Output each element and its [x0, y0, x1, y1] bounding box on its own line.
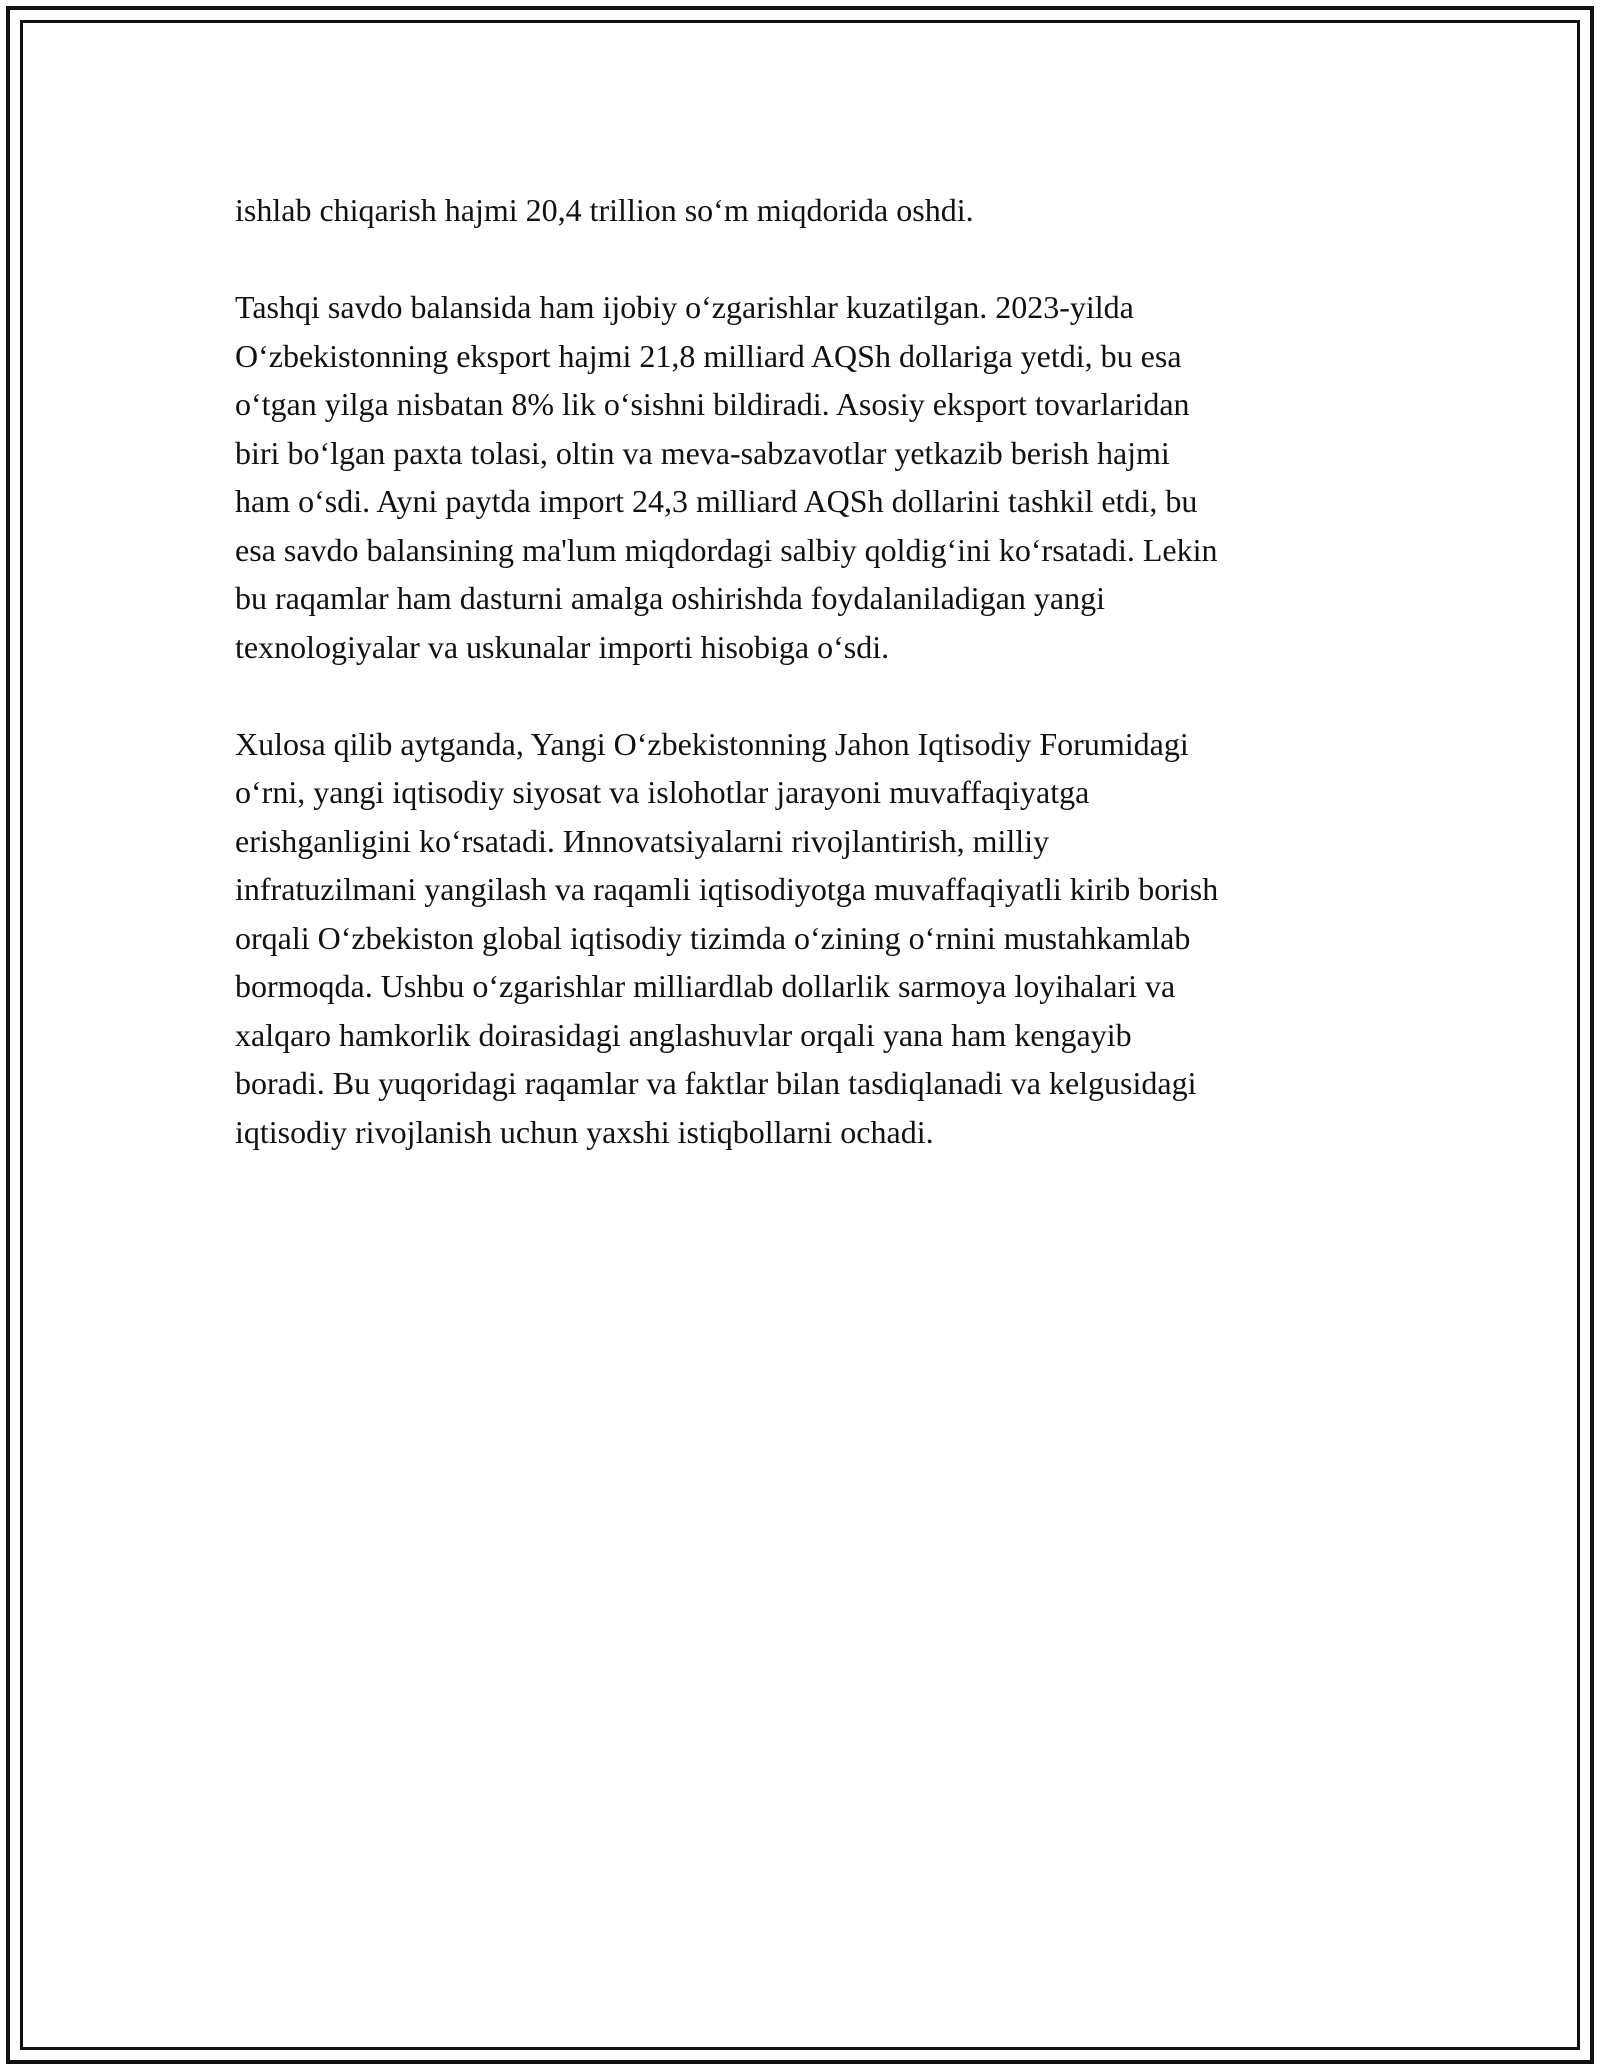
paragraph-3 — [235, 720, 1385, 1157]
text-line: Xulosa qilib aytganda, Yangi O‘zbekistonning Jahon Iqtisodiy Forumidagi — [235, 725, 1189, 762]
paragraph-1 — [235, 186, 1385, 235]
text-line: erishganligini ko‘rsatadi. Иnnovatsiyalarni rivojlantirish, milliy — [235, 822, 1050, 859]
text-line: biri bo‘lgan paxta tolasi, oltin va meva-sabzavotlar yetkazib berish hajmi — [235, 434, 1170, 471]
document-body — [235, 186, 1385, 1205]
text-line: O‘zbekistonning eksport hajmi 21,8 milliard AQSh dollariga yetdi, bu esa — [235, 337, 1182, 374]
text-line: boradi. Bu yuqoridagi raqamlar va faktlar bilan tasdiqlanadi va kelgusidagi — [235, 1065, 1197, 1101]
text-line: xalqaro hamkorlik doirasidagi anglashuvlar orqali yana ham kengayib — [235, 1016, 1132, 1053]
text-line: bu raqamlar ham dasturni amalga oshirishda foydalaniladigan yangi — [235, 580, 1105, 616]
text-line: o‘tgan yilga nisbatan 8% lik o‘sishni bildiradi. Asosiy eksport tovarlaridan — [235, 386, 1190, 422]
text-line: o‘rni, yangi iqtisodiy siyosat va islohotlar jarayoni muvaffaqiyatga — [235, 774, 1090, 810]
text-line: texnologiyalar va uskunalar importi hisobiga o‘sdi. — [235, 628, 890, 665]
text-line: orqali O‘zbekiston global iqtisodiy tizimda o‘zining o‘rnini mustahkamlab — [235, 919, 1191, 956]
paragraph-2 — [235, 283, 1385, 671]
text-line: iqtisodiy rivojlanish uchun yaxshi istiqbollarni ochadi. — [235, 1113, 934, 1150]
text-line: infratuzilmani yangilash va raqamli iqtisodiyotga muvaffaqiyatli kirib borish — [235, 871, 1219, 907]
text-line: bormoqda. Ushbu o‘zgarishlar milliardlab dollarlik sarmoya loyihalari va — [235, 968, 1176, 1004]
text-line: ishlab chiqarish hajmi 20,4 trillion so‘m miqdorida oshdi. — [235, 192, 974, 228]
text-line: Tashqi savdo balansida ham ijobiy o‘zgarishlar kuzatilgan. 2023-yilda — [235, 289, 1134, 325]
text-line: ham o‘sdi. Ayni paytda import 24,3 milliard AQSh dollarini tashkil etdi, bu — [235, 483, 1198, 519]
text-line: esa savdo balansining ma'lum miqdordagi salbiy qoldig‘ini ko‘rsatadi. Lekin — [235, 531, 1218, 568]
